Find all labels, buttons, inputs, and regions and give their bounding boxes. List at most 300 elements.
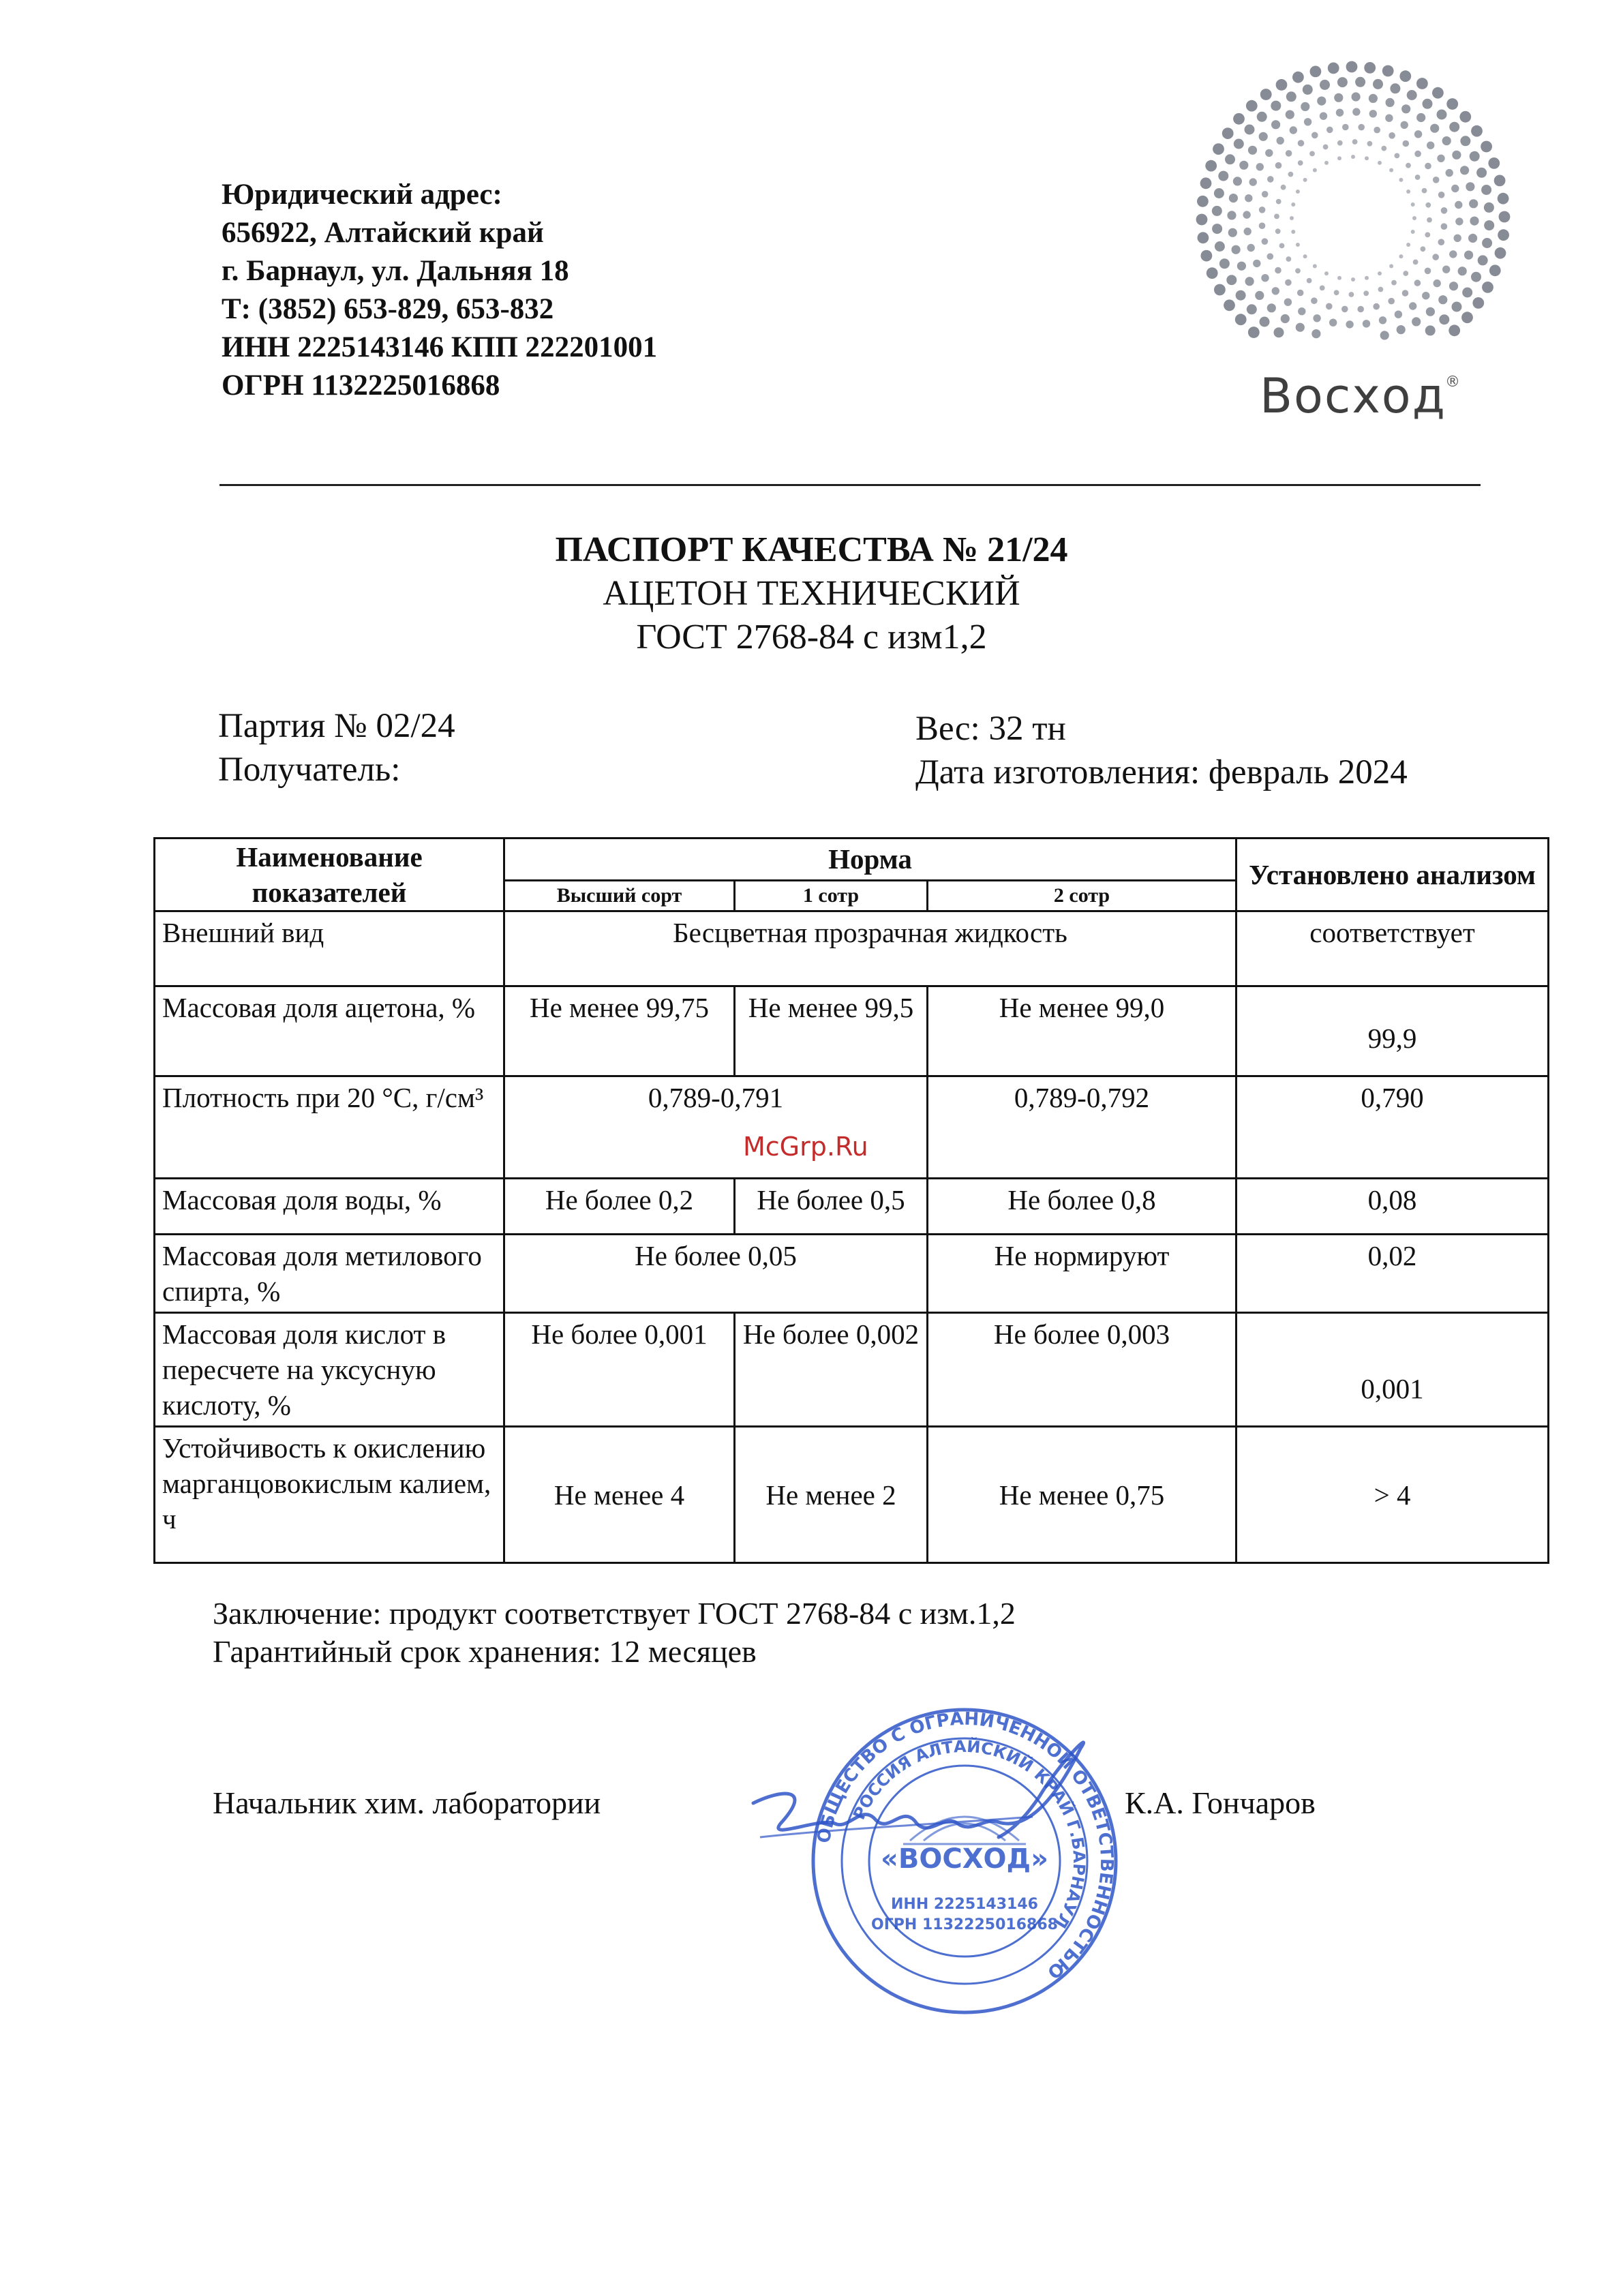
indicator-name: Массовая доля ацетона, % [155, 986, 504, 1076]
logo-dot [1391, 280, 1397, 286]
logo-dot [1472, 297, 1484, 309]
logo-dot [1437, 155, 1444, 162]
header-divider [219, 484, 1481, 486]
indicator-name: Массовая доля воды, % [155, 1179, 504, 1235]
logo-dot [1212, 206, 1222, 216]
logo-dot [1341, 306, 1348, 313]
logo-dot [1378, 287, 1384, 292]
logo-dot [1412, 216, 1416, 220]
logo-dot [1232, 245, 1241, 254]
logo-dot [1425, 268, 1431, 275]
indicator-name: Плотность при 20 °С, г/см³ [155, 1076, 504, 1179]
logo-dot [1397, 325, 1406, 334]
logo-dot [1310, 66, 1322, 78]
logo-dot [1399, 178, 1403, 182]
logo-dot [1358, 124, 1365, 131]
logo-dot [1448, 324, 1460, 336]
registered-mark: ® [1445, 374, 1460, 391]
logo-dot [1255, 291, 1264, 300]
logo-dot [1248, 146, 1257, 155]
logo-dot [1290, 216, 1294, 220]
logo-dot [1249, 178, 1257, 185]
logo-dot [1402, 290, 1409, 297]
logo-dot [1351, 155, 1355, 159]
logo-dot [1295, 268, 1301, 273]
recipient: Получатель: [218, 751, 401, 789]
indicator-name: Устойчивость к окислению марганцовокислым калием, ч [155, 1427, 504, 1563]
logo-dot [1454, 235, 1461, 242]
logo-dot [1468, 234, 1477, 243]
logo-dot [1233, 177, 1242, 185]
logo-dot [1236, 290, 1246, 301]
quality-table [153, 837, 1549, 1564]
header-grade-1: 1 сотр [735, 880, 928, 911]
logo-dot [1407, 90, 1417, 100]
header-norm: Норма [504, 839, 1237, 881]
logo-dot [1313, 168, 1317, 172]
logo-dot [1437, 110, 1447, 120]
norm-value: Не менее 99,5 [735, 986, 928, 1076]
address-line: ИНН 2225143146 КПП 222201001 [222, 331, 658, 363]
logo-dot [1226, 275, 1237, 285]
logo-dot [1326, 303, 1333, 310]
logo-dot [1326, 127, 1333, 134]
logo-dot [1213, 143, 1224, 155]
logo-dot [1275, 228, 1281, 234]
table-row [155, 1427, 1549, 1563]
logo-dot [1458, 267, 1467, 275]
logo-dot [1279, 243, 1285, 249]
result-value: 0,02 [1237, 1235, 1549, 1313]
logo-dot [1423, 99, 1433, 109]
logo-dot [1324, 161, 1329, 165]
logo-dot [1422, 188, 1427, 194]
logo-dot [1403, 271, 1408, 276]
logo-dot [1256, 163, 1264, 170]
norm-value: 0,789-0,791 [504, 1076, 928, 1179]
logo-dot [1311, 329, 1320, 338]
logo-dot [1395, 311, 1402, 318]
logo-dot [1455, 201, 1462, 209]
signer-position: Начальник хим. лаборатории [213, 1785, 601, 1820]
logo-dot [1352, 92, 1361, 101]
logo-dot [1484, 202, 1494, 213]
table-row [155, 1313, 1549, 1427]
logo-dot [1414, 280, 1421, 286]
logo-dot [1214, 284, 1226, 296]
logo-dot [1365, 156, 1369, 160]
logo-dot [1464, 251, 1473, 260]
logo-dot [1406, 190, 1410, 194]
logo-dot [1292, 72, 1304, 83]
logo-dot [1426, 307, 1435, 316]
logo-dot [1495, 247, 1506, 259]
logo-dot [1363, 290, 1369, 296]
logo-dot [1311, 297, 1318, 304]
logo-dot [1481, 141, 1492, 153]
logo-dot [1222, 127, 1234, 139]
logo-dot [1317, 97, 1326, 106]
logo-dot [1476, 168, 1487, 178]
logo-dot [1369, 94, 1378, 103]
logo-dot [1466, 182, 1474, 191]
logo-dot [1309, 151, 1315, 157]
logo-dot [1406, 243, 1410, 247]
logo-dot [1399, 70, 1411, 82]
norm-value: Не более 0,001 [504, 1313, 735, 1427]
logo-dot [1411, 230, 1415, 234]
logo-dot [1422, 292, 1429, 299]
logo-text: Восход [1260, 368, 1446, 424]
logo-dot [1438, 295, 1447, 304]
logo-dot [1274, 214, 1279, 220]
header-result: Установлено анализом [1237, 839, 1549, 911]
logo-dot [1390, 83, 1400, 93]
table-row [155, 986, 1549, 1076]
stamp-ogrn: ОГРН 1132225016868 [871, 1916, 1058, 1933]
logo-dot [1298, 140, 1305, 147]
logo-dot [1274, 327, 1284, 337]
logo-dot [1409, 302, 1416, 309]
logo-dot [1498, 229, 1509, 241]
logo-dot [1267, 253, 1274, 260]
logo-dot [1260, 89, 1272, 100]
result-value: 0,790 [1237, 1076, 1549, 1179]
logo-dot [1427, 142, 1434, 149]
logo-dot [1461, 312, 1473, 323]
logo-dot [1421, 246, 1426, 252]
logo-dot [1265, 149, 1273, 157]
logo-dot [1369, 110, 1377, 117]
logo-dot [1416, 78, 1428, 89]
logo-dot [1471, 125, 1483, 137]
logo-dot [1438, 192, 1445, 198]
logo-dot [1197, 196, 1209, 207]
address-line: 656922, Алтайский край [222, 217, 544, 249]
logo-dot [1214, 188, 1224, 198]
logo-dot [1336, 109, 1344, 117]
title-block [0, 528, 1623, 659]
norm-value: Не менее 2 [735, 1427, 928, 1563]
logo-dot [1460, 136, 1470, 146]
logo-dot [1334, 290, 1339, 295]
logo-dot [1406, 163, 1411, 168]
logo-dot [1367, 141, 1373, 147]
norm-value: Не более 0,5 [735, 1179, 928, 1235]
logo-dot [1494, 175, 1506, 187]
norm-value: Не менее 4 [504, 1427, 735, 1563]
norm-value: Не более 0,2 [504, 1179, 735, 1235]
logo-dot [1224, 299, 1235, 311]
logo-dot [1239, 161, 1248, 170]
logo-dot [1385, 115, 1393, 122]
conclusion: Заключение: продукт соответствует ГОСТ 2768-84 с изм.1,2 [213, 1596, 1016, 1631]
logo-dot [1260, 317, 1270, 327]
logo-dot [1425, 202, 1431, 208]
logo-dot [1399, 254, 1403, 258]
logo-dot [1499, 211, 1511, 223]
stamp-outer-text: ОБЩЕСТВО С ОГРАНИЧЕННОЙ ОТВЕТСТВЕННОСТЬЮ [813, 1708, 1117, 1983]
logo-dot [1389, 132, 1395, 139]
logo-dot [1413, 260, 1419, 265]
logo-dot [1337, 140, 1343, 146]
logo-dot [1296, 323, 1305, 332]
logo-dot [1470, 151, 1480, 162]
norm-value: Не менее 99,75 [504, 986, 735, 1076]
logo-dot [1227, 211, 1236, 220]
logo-dot [1425, 325, 1436, 335]
logo-dot [1342, 124, 1349, 131]
logo-dot [1395, 153, 1400, 159]
address-line: Т: (3852) 653-829, 653-832 [222, 293, 554, 325]
weight: Вес: 32 тн [915, 710, 1066, 748]
logo-dot [1243, 211, 1250, 218]
shelf-life: Гарантийный срок хранения: 12 месяцев [213, 1634, 757, 1669]
logo-dot [1298, 160, 1303, 166]
indicator-name: Внешний вид [155, 911, 504, 986]
logo-dot [1337, 77, 1348, 87]
logo-dot [1438, 239, 1445, 245]
logo-dot [1379, 316, 1386, 324]
logo-dot [1337, 276, 1341, 280]
address-line: ОГРН 1132225016868 [222, 369, 500, 402]
logo-dot [1349, 292, 1354, 297]
logo-dot [1304, 118, 1311, 125]
logo-dot [1381, 146, 1386, 151]
logo-dot [1373, 79, 1383, 89]
logo-dot [1382, 65, 1394, 77]
logo-dot [1205, 160, 1217, 172]
norm-value: Не более 0,002 [735, 1313, 928, 1427]
logo-dot [1441, 223, 1448, 230]
logo-dot [1425, 163, 1431, 170]
logo-dot [1286, 110, 1294, 119]
logo-dot [1442, 136, 1451, 145]
logo-dot [1411, 202, 1415, 207]
logo-dot [1235, 314, 1247, 325]
logo-dot [1218, 171, 1228, 181]
logo-dot [1489, 265, 1501, 276]
logo-dot [1276, 79, 1288, 91]
logo-dot [1271, 101, 1281, 111]
logo-dot [1275, 267, 1281, 274]
logo-dot [1452, 151, 1461, 160]
indicator-name: Массовая доля кислот в пересчете на уксусную кислоту, % [155, 1313, 504, 1427]
logo-dot [1352, 139, 1358, 145]
logo-dot [1425, 232, 1430, 238]
logo-dot [1259, 132, 1268, 141]
norm-value: Не менее 0,75 [928, 1427, 1237, 1563]
logo-dot [1320, 112, 1327, 120]
product-name: АЦЕТОН ТЕХНИЧЕСКИЙ [603, 574, 1020, 613]
logo-dot [1259, 207, 1266, 213]
norm-value: Не более 0,003 [928, 1313, 1237, 1427]
logo-dot [1285, 280, 1292, 286]
table-row [155, 1179, 1549, 1235]
logo-dot [1290, 126, 1297, 134]
norm-value: Не нормируют [928, 1235, 1237, 1313]
logo-dot [1307, 278, 1312, 284]
logo-dot [1357, 306, 1364, 313]
logo-dot [1446, 169, 1453, 177]
logo-dot [1262, 238, 1269, 245]
logo-dot [1478, 255, 1488, 265]
table-header-row [155, 839, 1549, 881]
logo-dot [1234, 139, 1244, 149]
table-row [155, 1076, 1549, 1179]
watermark: McGrp.Ru [743, 1132, 868, 1162]
logo-dot [1470, 217, 1478, 226]
logo-dot [1386, 98, 1395, 107]
logo-dot [1215, 241, 1225, 252]
norm-value: Не более 0,8 [928, 1179, 1237, 1235]
logo-dot [1451, 185, 1459, 192]
logo-dot [1323, 145, 1329, 150]
logo-dot [1320, 286, 1325, 291]
logo-dot [1416, 113, 1425, 122]
logo-dot [1328, 63, 1339, 74]
logo-dot [1275, 162, 1282, 169]
logo-dot [1446, 98, 1458, 110]
result-value: соответствует [1237, 911, 1549, 986]
logo-dot [1441, 207, 1448, 214]
logo-dot [1303, 178, 1307, 182]
logo-dot [1401, 104, 1410, 113]
logo-dot [1365, 276, 1369, 280]
address-line: г. Барнаул, ул. Дальняя 18 [222, 255, 569, 287]
logo-dot [1281, 185, 1286, 190]
logo-dot [1324, 271, 1329, 275]
logo-dot [1262, 191, 1269, 198]
logo-dot [1212, 224, 1222, 234]
logo-dot [1363, 320, 1370, 327]
stamp-center-text: «ВОСХОД» [881, 1843, 1048, 1875]
logo-dot [1452, 302, 1462, 312]
logo-dot [1228, 228, 1237, 237]
logo-dot [1286, 91, 1296, 102]
logo-dot [1247, 244, 1255, 252]
logo-dot [1313, 314, 1320, 322]
logo-dot [1462, 288, 1472, 298]
logo-dot [1201, 250, 1213, 262]
logo-dot [1388, 298, 1395, 305]
logo-dot [1288, 172, 1294, 177]
logo-dot [1296, 243, 1300, 247]
result-value: > 4 [1237, 1427, 1549, 1563]
logo-dot [1364, 62, 1376, 74]
logo-dot [1482, 238, 1492, 248]
logo-dot [1439, 314, 1449, 324]
logo-dot [1484, 220, 1494, 230]
logo-dot [1244, 228, 1252, 235]
logo-dot [1455, 217, 1463, 225]
logo-dot [1229, 194, 1238, 202]
logo-dot [1286, 256, 1292, 262]
logo-dot [1301, 102, 1309, 111]
logo-dot [1430, 124, 1439, 133]
norm-value: 0,789-0,792 [928, 1076, 1237, 1179]
logo-dot [1432, 254, 1439, 260]
result-value: 0,08 [1237, 1179, 1549, 1235]
table-row [155, 1235, 1549, 1313]
logo-dot [1276, 199, 1281, 205]
norm-value: Не более 0,05 [504, 1235, 928, 1313]
stamp-inn: ИНН 2225143146 [891, 1896, 1038, 1913]
logo-dot [1225, 154, 1235, 164]
batch-number: Партия № 02/24 [218, 707, 455, 745]
logo-dot [1352, 108, 1360, 115]
logo-dot [1412, 317, 1421, 326]
logo-dot [1303, 254, 1307, 258]
logo-dot [1433, 177, 1440, 183]
signer-name: К.А. Гончаров [1125, 1785, 1316, 1820]
logo-dot [1471, 272, 1481, 282]
logo-dot [1200, 177, 1212, 189]
logo-dot [1253, 260, 1260, 267]
logo-dot [1237, 262, 1246, 271]
logo-dot [1432, 87, 1444, 99]
logo-dot [1233, 113, 1245, 125]
logo-dot [1198, 232, 1209, 243]
logo-dot [1248, 327, 1260, 338]
logo-dot [1378, 271, 1382, 275]
logo-dot [1257, 112, 1267, 122]
logo-dot [1286, 150, 1292, 157]
logo-dot [1442, 266, 1450, 273]
logo-dot [1261, 274, 1269, 282]
manufacture-date: Дата изготовления: февраль 2024 [915, 753, 1408, 791]
logo-dot [1403, 140, 1410, 147]
page-title: ПАСПОРТ КАЧЕСТВА № 21/24 [555, 530, 1068, 569]
logo-dot [1320, 80, 1330, 90]
address-line: Юридический адрес: [222, 179, 502, 211]
logo-dot [1284, 299, 1292, 306]
product-standard: ГОСТ 2768-84 с изм1,2 [636, 618, 987, 656]
logo-dot [1482, 282, 1493, 293]
logo-dot [1311, 132, 1318, 139]
logo-dot [1267, 176, 1274, 183]
logo-dot [1313, 264, 1317, 268]
logo-dot [1272, 287, 1279, 294]
logo-dot [1267, 303, 1276, 312]
logo-dot [1389, 168, 1393, 172]
stamp-inner-text: РОССИЯ АЛТАЙСКИЙ КРАЙ Г.БАРНАУЛ [849, 1736, 1089, 1932]
logo-dot [1259, 222, 1266, 229]
logo-dot [1245, 277, 1254, 286]
logo-dot [1389, 264, 1393, 268]
logo-dot [1481, 185, 1491, 195]
logo-dot [1247, 304, 1257, 314]
logo-dot [1414, 151, 1421, 157]
logo-dot [1488, 157, 1500, 169]
logo-dot [1337, 156, 1341, 160]
logo-dot [1434, 280, 1441, 287]
logo-dot [1329, 319, 1337, 327]
indicator-name: Массовая доля метилового спирта, % [155, 1235, 504, 1313]
logo-dot [1401, 121, 1408, 129]
norm-value: Бесцветная прозрачная жидкость [504, 911, 1237, 986]
logo-dot [1196, 214, 1208, 226]
logo-dot [1245, 194, 1252, 202]
logo-dot [1346, 320, 1353, 328]
logo-dot [1346, 61, 1358, 73]
logo-dot [1219, 258, 1230, 269]
logo-dot [1291, 202, 1295, 207]
header-indicator: Наименование показателей [155, 839, 504, 911]
norm-value: Не менее 99,0 [928, 986, 1237, 1076]
logo-dot [1245, 125, 1255, 135]
logo-dot [1380, 331, 1389, 339]
